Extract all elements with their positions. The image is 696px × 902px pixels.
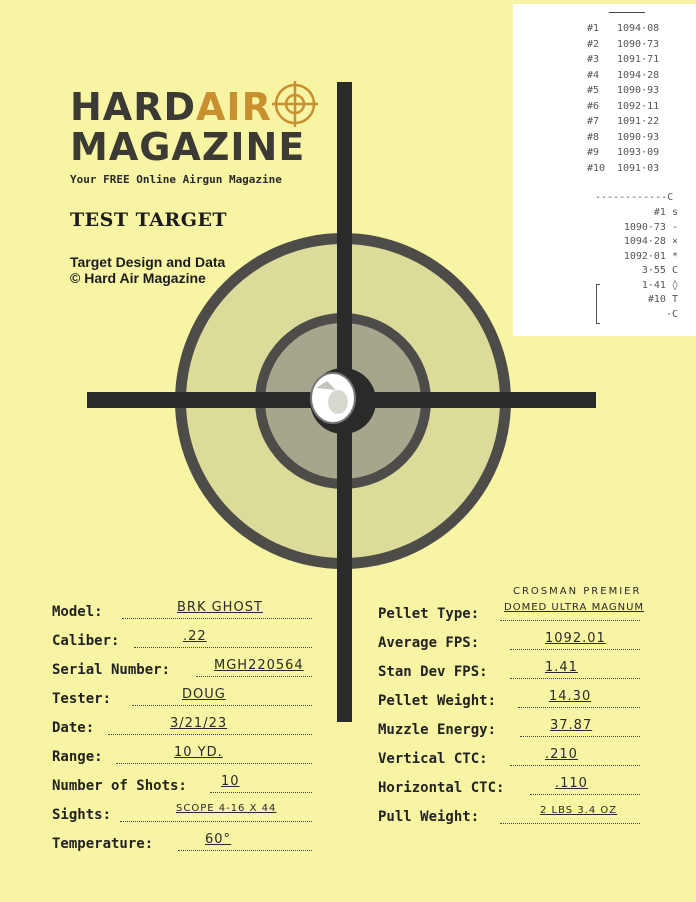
pellet-hole [311,373,355,423]
receipt-summary-line: 3·55 C [641,265,678,276]
credit-line-2: © Hard Air Magazine [70,270,206,286]
receipt-shot-number: #1 [587,23,600,34]
receipt-summary-line: 1094·28 × [623,236,678,247]
field-label-right: Horizontal CTC: [378,780,505,796]
receipt-shot-number: #8 [587,131,600,143]
receipt-shot-fps: 1093·09 [617,147,660,158]
receipt-shot-row [587,70,659,84]
field-value-right: .110 [555,776,588,791]
receipt-summary-line: 1092·01 * [623,250,678,262]
field-value-right: 14.30 [549,689,592,704]
field-value-left: 60° [205,832,232,847]
field-value-right: .210 [545,747,578,762]
field-dotted-line [518,706,640,708]
field-label-left: Number of Shots: [52,778,187,794]
field-dotted-line [500,619,640,621]
receipt-shot-fps: 1094·28 [617,69,660,81]
receipt-shot-row [587,23,659,37]
receipt-shot-number: #7 [587,116,600,127]
field-value-right: 1092.01 [545,631,606,646]
field-value-right: 2 LBS 3.4 OZ [540,805,618,816]
field-value-left: 10 YD. [174,745,223,760]
field-value-left: 3/21/23 [170,716,228,731]
receipt-summary-line: 1090·73 - [623,221,678,233]
field-dotted-line [530,793,640,795]
receipt-summary-line: #10 T [647,294,678,305]
field-value-left: BRK GHOST [177,600,263,615]
field-label-left: Serial Number: [52,662,171,678]
receipt-shot-number: #3 [587,54,600,65]
field-value-right: DOMED ULTRA MAGNUM [504,602,645,613]
field-dotted-line [116,762,312,764]
receipt-pen-mark [596,284,600,324]
field-dotted-line [120,820,312,822]
field-label-left: Caliber: [52,633,120,649]
receipt-summary-line: ·C [665,308,678,320]
field-dotted-line [520,735,640,737]
receipt-shot-fps: 1090·93 [617,131,660,143]
field-label-right: Muzzle Energy: [378,722,497,738]
pellet-brand-note: CROSMAN PREMIER [513,586,642,597]
field-value-left: 10 [221,774,240,789]
field-dotted-line [210,791,312,793]
crosshair-reticle-icon [272,81,318,127]
field-value-left: MGH220564 [214,658,304,673]
field-label-left: Tester: [52,691,112,707]
field-label-left: Range: [52,749,103,765]
field-dotted-line [122,617,312,619]
receipt-shot-row [587,132,659,146]
page-title: TEST TARGET [70,209,228,231]
receipt-shot-row [587,163,659,177]
field-value-right: 1.41 [545,660,578,675]
receipt-shot-number: #10 [587,162,606,174]
receipt-shot-number: #6 [587,100,600,112]
receipt-shot-number: #4 [587,69,600,81]
receipt-shot-fps: 1090·73 [617,38,660,50]
field-label-left: Temperature: [52,836,154,852]
field-label-left: Sights: [52,807,112,823]
field-label-right: Pellet Weight: [378,693,497,709]
receipt-shot-fps: 1094·08 [617,23,660,34]
receipt-shot-fps: 1091·03 [617,162,660,174]
logo-title-line2: MAGAZINE [70,125,306,169]
field-dotted-line [196,675,312,677]
field-label-right: Pellet Type: [378,606,480,622]
credit-line-1: Target Design and Data [70,254,226,270]
receipt-shot-number: #2 [587,38,600,50]
field-label-right: Stan Dev FPS: [378,664,488,680]
field-dotted-line [134,646,312,648]
field-dotted-line [178,849,312,851]
receipt-shot-row [587,85,659,99]
logo-air-word: AIR [196,85,272,129]
receipt-shot-row [587,54,659,68]
field-dotted-line [510,764,640,766]
field-label-left: Date: [52,720,95,736]
receipt-shot-number: #9 [587,147,600,158]
receipt-top-line [609,12,645,13]
field-label-right: Vertical CTC: [378,751,488,767]
field-label-left: Model: [52,604,103,620]
receipt-shot-fps: 1092·11 [617,100,660,112]
field-dotted-line [108,733,312,735]
field-value-left: SCOPE 4-16 X 44 [176,803,277,814]
receipt-shot-row [587,147,659,161]
field-dotted-line [132,704,312,706]
tagline: Your FREE Online Airgun Magazine [70,173,282,186]
field-dotted-line [510,677,640,679]
receipt-shot-fps: 1091·71 [617,54,660,65]
receipt-summary-line: #1 s [653,207,678,218]
receipt-shot-fps: 1091·22 [617,116,660,127]
field-dotted-line [500,822,640,824]
field-dotted-line [510,648,640,650]
chronograph-receipt [513,4,696,336]
receipt-shot-row [587,116,659,130]
receipt-summary-line: 1·41 ◊ [641,279,678,291]
logo-title-line1 [70,85,272,129]
logo-hard-word: HARD [70,85,197,129]
receipt-shot-fps: 1090·93 [617,85,660,96]
receipt-shot-number: #5 [587,85,600,96]
field-value-left: DOUG [182,687,226,702]
field-label-right: Average FPS: [378,635,480,651]
field-value-left: .22 [183,629,207,644]
field-value-right: 37.87 [550,718,593,733]
field-label-right: Pull Weight: [378,809,480,825]
receipt-shot-row [587,39,659,53]
receipt-separator: ------------C [595,192,674,203]
receipt-shot-row [587,101,659,115]
